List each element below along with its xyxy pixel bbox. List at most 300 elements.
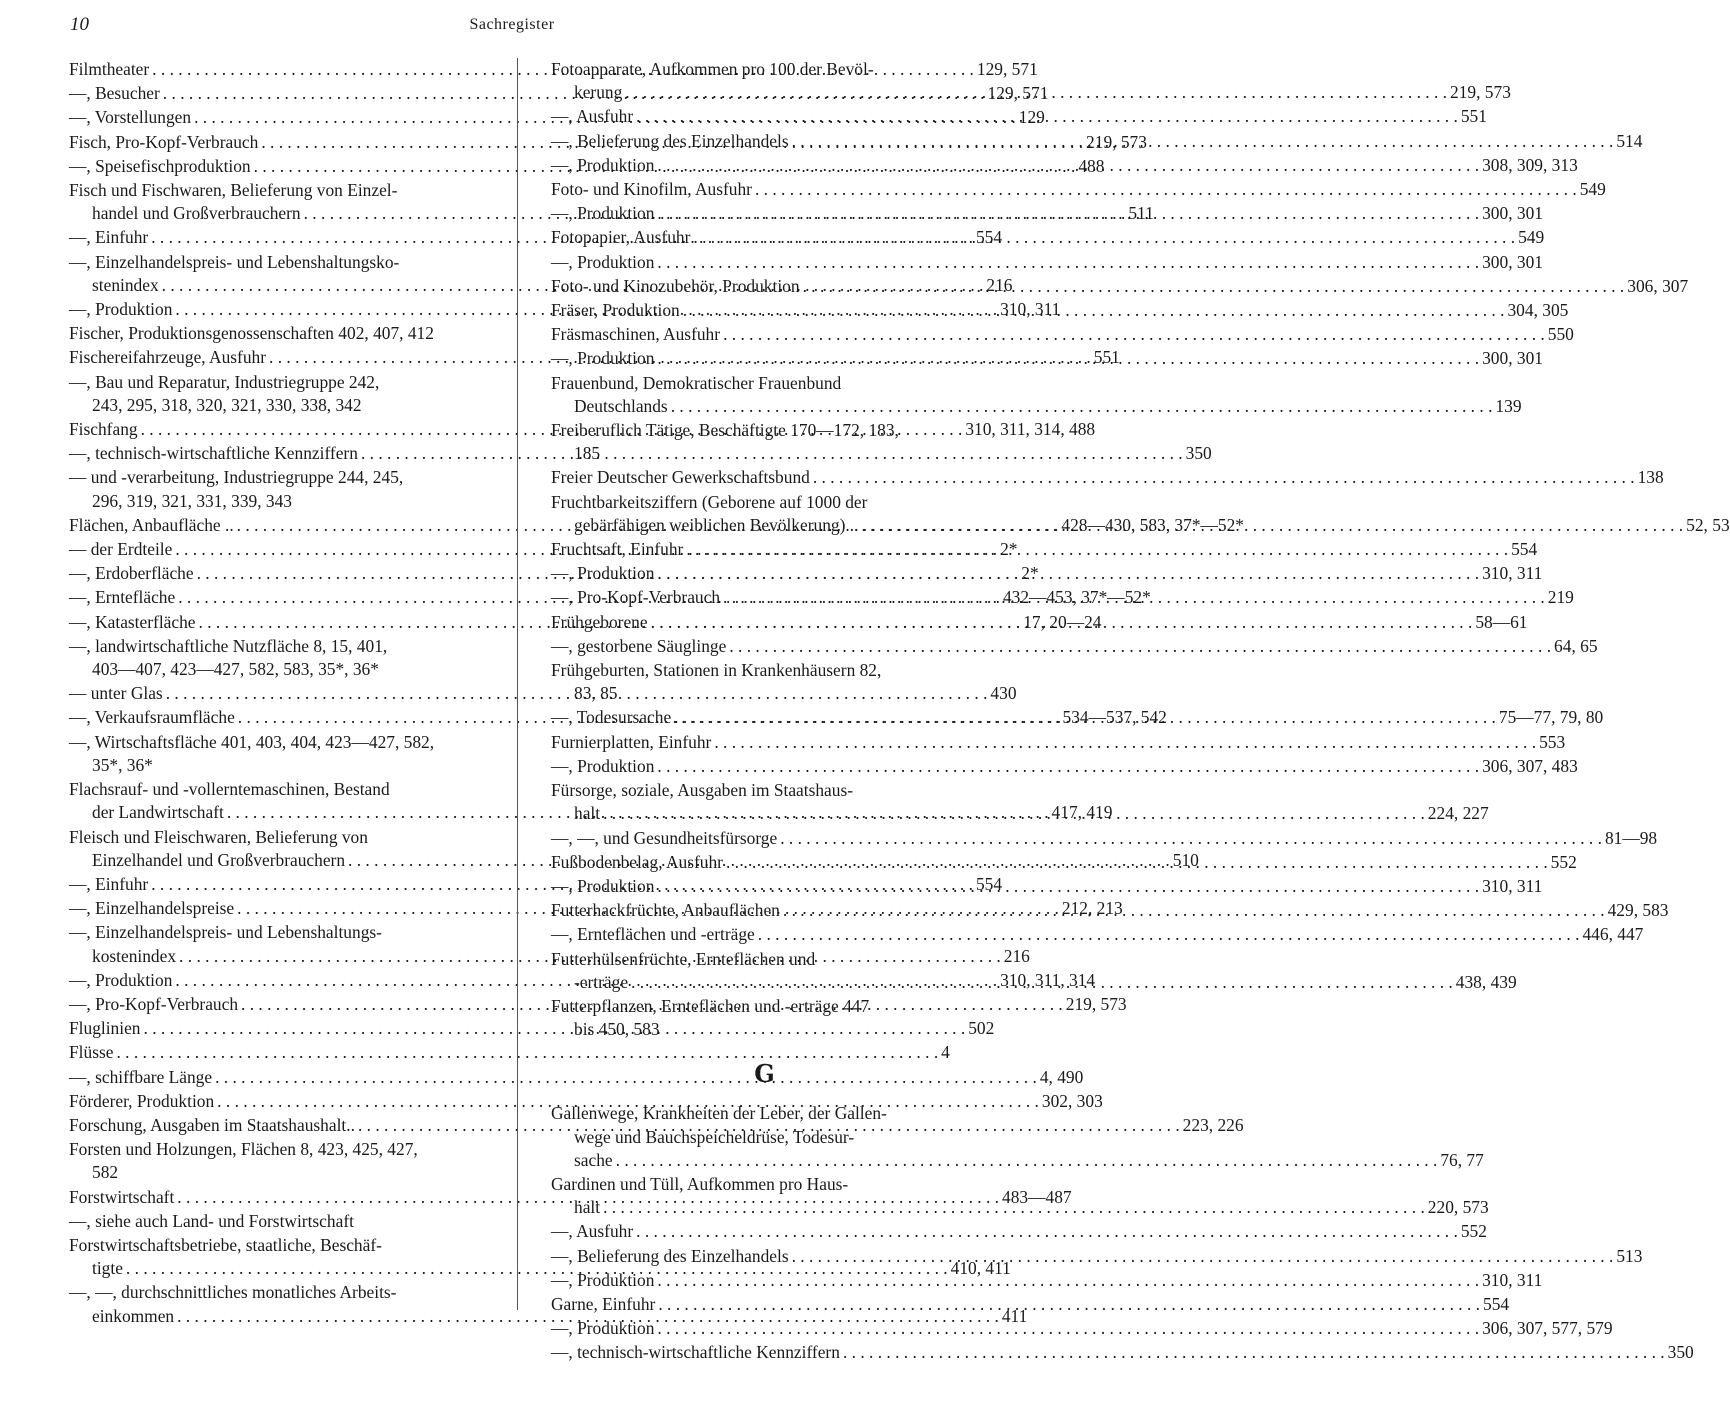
entry-term: Fisch und Fischwaren, Belieferung von Einzel- — [69, 180, 398, 201]
page-reference: 302, 303 — [1041, 1090, 1103, 1111]
page-reference: 219, 573 — [1086, 131, 1147, 152]
page-reference: 417, 419 — [1051, 802, 1113, 823]
entry-term: Fotoapparate, Aufkommen pro 100 der Bevöl- — [551, 59, 874, 79]
dot-leader — [625, 81, 1447, 104]
entry-term: Frauenbund, Demokratischer Frauenbund — [551, 372, 842, 393]
page-reference: 310, 311, 314 — [1000, 969, 1096, 990]
entry-term: —, Besucher — [69, 83, 160, 104]
entry-term: —, Ausfuhr — [551, 106, 634, 127]
page-reference: 510 — [1172, 849, 1199, 870]
entry-line — [551, 1317, 1613, 1340]
entry-term: —, Produktion — [551, 1269, 655, 1290]
entry-term: —, Produktion — [69, 299, 173, 320]
entry-line — [551, 251, 1543, 274]
page-reference: 52, 53 — [1686, 514, 1730, 535]
page-reference: 429, 583 — [1607, 900, 1669, 921]
entry-line — [551, 635, 1598, 658]
page-reference: 216 — [986, 274, 1013, 295]
page-reference: 410, 411 — [950, 1258, 1011, 1279]
dot-leader — [813, 466, 1635, 489]
page-reference: 552 — [1460, 1221, 1487, 1242]
entry-continuation — [69, 1161, 494, 1184]
dot-leader — [657, 154, 1479, 177]
entry-continuation — [551, 1149, 1484, 1172]
entry-term: Fräsmaschinen, Ausfuhr — [551, 324, 721, 345]
entry-line — [69, 251, 494, 274]
entry-continuation — [551, 1126, 978, 1149]
entry-continuation — [69, 490, 494, 513]
entry-continuation — [551, 682, 978, 705]
page-reference: 553 — [1539, 731, 1566, 752]
page-reference: 534—537, 542 — [1062, 707, 1167, 728]
entry-term: —, Ernteflächen und -erträge — [551, 924, 755, 945]
entry-continuation-text: kostenindex — [92, 945, 177, 966]
dot-leader — [658, 1293, 1480, 1316]
entry-line — [551, 827, 1658, 850]
index-entry — [69, 731, 494, 777]
dot-leader — [783, 899, 1605, 922]
entry-line — [69, 778, 494, 801]
page-reference: 554 — [1483, 1293, 1510, 1314]
entry-continuation-text: Einzelhandel und Großverbrauchern — [92, 849, 346, 870]
entry-line — [551, 731, 1566, 754]
page-reference: 129 — [1018, 107, 1045, 128]
entry-line — [69, 371, 494, 394]
index-entry — [551, 755, 1578, 778]
entry-line — [69, 322, 494, 345]
index-entry — [551, 538, 1538, 561]
entry-term: Foto- und Kinozubehör, Produktion — [551, 275, 800, 296]
dot-leader — [657, 347, 1479, 370]
entry-term: Forstwirtschaftsbetriebe, staatliche, Beschäf- — [69, 1234, 382, 1255]
entry-continuation-text: der Landwirtschaft — [92, 802, 224, 823]
entry-term: —, Todesursache — [551, 707, 672, 728]
page-reference: 219, 573 — [1450, 82, 1511, 103]
entry-term: —, schiffbare Länge — [69, 1066, 213, 1087]
page-reference: 446, 447 — [1582, 924, 1644, 945]
page-reference: 502 — [968, 1018, 995, 1039]
entry-line — [551, 1173, 978, 1196]
entry-term: Förderer, Produktion — [69, 1090, 215, 1111]
entry-term: —, Produktion — [69, 969, 173, 990]
dot-leader — [657, 202, 1479, 225]
index-entry — [551, 659, 978, 705]
entry-line — [551, 491, 978, 514]
entry-line — [69, 466, 494, 489]
page-reference: 223, 226 — [1182, 1114, 1244, 1135]
entry-line — [551, 995, 978, 1018]
entry-term: —, Katasterfläche — [69, 611, 196, 632]
page-reference: 549 — [1579, 179, 1606, 200]
page-reference: 552 — [1550, 851, 1577, 872]
index-entry — [551, 466, 1664, 489]
page-reference: 300, 301 — [1482, 203, 1543, 224]
dot-leader — [657, 875, 1479, 898]
entry-term: —, Produktion — [551, 251, 655, 272]
dot-leader — [686, 538, 1508, 561]
entry-line — [551, 755, 1578, 778]
entry-line — [551, 562, 1543, 585]
index-entry — [69, 1210, 494, 1233]
index-entry — [551, 323, 1574, 346]
page-reference: 17, 20—24 — [1023, 611, 1102, 632]
entry-continuation-text: Deutschlands — [574, 395, 668, 416]
entry-term: Fußbodenbelag, Ausfuhr — [551, 851, 723, 872]
index-entry — [551, 731, 1566, 754]
page-reference: 4 — [941, 1042, 950, 1063]
page-reference: 219, 573 — [1065, 993, 1127, 1014]
entry-continuation-text: 35*, 36* — [92, 754, 153, 775]
entry-term: —, —, durchschnittliches monatliches Arbeits- — [69, 1282, 397, 1303]
entry-continuation-text: bis 450, 583 — [574, 1019, 660, 1040]
index-entry — [551, 419, 978, 465]
index-entry — [551, 1245, 1643, 1268]
page-reference: 430 — [990, 683, 1017, 704]
entry-continuation-text: kerung — [574, 82, 623, 103]
dot-leader — [616, 1149, 1438, 1172]
page-reference: 129, 571 — [976, 59, 1038, 79]
entry-line — [551, 178, 1606, 201]
entry-continuation-text: sache — [574, 1149, 613, 1170]
entry-term: —, technisch-wirtschaftliche Kennziffern — [69, 443, 358, 464]
entry-term: —, Produktion — [551, 348, 655, 369]
entry-continuation-text: 403—407, 423—427, 582, 583, 35*, 36* — [92, 659, 379, 680]
entry-line — [551, 1220, 1487, 1243]
dot-leader — [631, 971, 1453, 994]
page-reference: 310, 311 — [1000, 299, 1061, 320]
page-reference: 550 — [1547, 324, 1574, 345]
entry-continuation-text: tigte — [92, 1258, 123, 1279]
page-reference: 2* — [1000, 539, 1018, 560]
page-reference: 551 — [1460, 106, 1487, 127]
entry-line — [551, 948, 978, 971]
page-reference: 2* — [1021, 563, 1039, 584]
running-head: Sachregister — [469, 16, 555, 33]
dot-leader — [755, 178, 1577, 201]
column-divider — [517, 58, 518, 1310]
page-reference: 554 — [975, 227, 1003, 248]
page-reference: 310, 311, 314, 488 — [965, 419, 1096, 440]
entry-term: —, Bau und Reparatur, Industriegruppe 242, — [69, 371, 380, 392]
page-number: 10 — [70, 14, 89, 35]
entry-term: Fischer, Produktionsgenossenschaften 402, 407, 412 — [69, 323, 434, 344]
entry-term: Frühgeburten, Stationen in Krankenhäusern 82, — [551, 660, 882, 681]
entry-term: Fruchtsaft, Einfuhr — [551, 539, 684, 560]
entry-continuation — [551, 395, 1522, 418]
dot-leader — [657, 755, 1479, 778]
entry-term: Fisch, Pro-Kopf-Verbrauch — [69, 131, 259, 152]
page-reference: 75—77, 79, 80 — [1498, 707, 1604, 728]
entry-term: Futterhülsenfrüchte, Ernteflächen und — [551, 948, 816, 969]
entry-continuation — [69, 754, 494, 777]
index-entry — [551, 923, 1644, 946]
index-entry — [551, 178, 1606, 201]
entry-continuation — [551, 1018, 978, 1041]
page-reference: 350 — [1185, 443, 1212, 464]
dot-leader — [657, 1317, 1479, 1340]
entry-line — [551, 323, 1574, 346]
entry-term: —, Produktion — [551, 1318, 655, 1339]
page-reference: 212, 213 — [1061, 898, 1123, 919]
dot-leader — [792, 130, 1614, 153]
page-reference: 513 — [1616, 1245, 1643, 1266]
entry-continuation-text: -erträge — [574, 971, 629, 992]
entry-term: Forstwirtschaft — [69, 1186, 175, 1207]
entry-line — [69, 1066, 1084, 1089]
page-reference: 306, 307, 483 — [1482, 755, 1578, 776]
page-reference: 138 — [1637, 467, 1664, 488]
entry-term: —, Einzelhandelspreis- und Lebenshaltungs- — [69, 922, 382, 943]
index-entry — [551, 562, 1543, 585]
entry-continuation-text: handel und Großverbrauchern — [92, 203, 301, 224]
entry-term: Furnierplatten, Einfuhr — [551, 731, 712, 752]
entry-line — [551, 659, 978, 682]
entry-line — [69, 826, 494, 849]
entry-continuation — [69, 1305, 1028, 1328]
index-entry — [551, 1341, 1694, 1364]
page-reference: 306, 307 — [1627, 275, 1689, 296]
entry-term: Forschung, Ausgaben im Staatshaushalt.. — [69, 1114, 355, 1135]
entry-continuation-text: einkommen — [92, 1305, 175, 1326]
dot-leader — [671, 395, 1493, 418]
index-entry — [69, 371, 494, 417]
page-reference: 81—98 — [1604, 827, 1658, 848]
entry-continuation-text: 243, 295, 318, 320, 321, 330, 338, 342 — [92, 394, 362, 415]
entry-term: —, —, und Gesundheitsfürsorge — [551, 827, 778, 848]
entry-term: Fleisch und Fleischwaren, Belieferung von — [69, 826, 368, 847]
entry-line — [69, 1090, 1103, 1113]
page-reference: 554 — [1511, 539, 1538, 560]
dot-leader — [723, 586, 1545, 609]
dot-leader — [803, 275, 1625, 298]
entry-line — [69, 1210, 494, 1233]
entry-term: — der Erdteile — [69, 539, 173, 560]
entry-term: —, Erntefläche — [69, 587, 176, 608]
page-reference: 310, 311 — [1482, 563, 1543, 584]
page-reference: 511 — [1128, 203, 1154, 224]
index-entry — [69, 1041, 950, 1064]
dot-leader — [723, 323, 1545, 346]
entry-line — [551, 372, 978, 395]
entry-line — [69, 1281, 494, 1304]
dot-leader — [683, 299, 1505, 322]
entry-term: Fotopapier, Ausfuhr — [551, 227, 691, 248]
section-letter: G — [754, 1059, 775, 1089]
dot-leader — [657, 562, 1479, 585]
entry-line — [551, 1102, 978, 1125]
page-reference: 310, 311 — [1482, 1269, 1543, 1290]
entry-term: —, Produktion — [551, 203, 655, 224]
dot-leader — [657, 251, 1479, 274]
entry-term: Filmtheater — [69, 59, 150, 79]
index-entry — [551, 1317, 1613, 1340]
index-entry — [69, 635, 494, 681]
entry-line — [69, 1041, 950, 1064]
index-entry — [551, 1220, 1487, 1243]
entry-term: —, Erdoberfläche — [69, 563, 194, 584]
dot-leader — [693, 226, 1515, 249]
entry-term: —, Vorstellungen — [69, 107, 192, 128]
entry-continuation-text: 582 — [92, 1162, 119, 1183]
dot-leader — [714, 731, 1536, 754]
page-reference: 4, 490 — [1039, 1066, 1084, 1087]
entry-term: Freier Deutscher Gewerkschaftsbund — [551, 467, 810, 488]
dot-leader — [729, 635, 1551, 658]
page-reference: 76, 77 — [1440, 1149, 1484, 1170]
entry-term: Gardinen und Tüll, Aufkommen pro Haus- — [551, 1173, 849, 1194]
index-entry — [69, 1138, 494, 1184]
entry-term: —, landwirtschaftliche Nutzfläche 8, 15, 401, — [69, 635, 388, 656]
entry-continuation-text: wege und Bauchspeicheldrüse, Todesur- — [574, 1126, 855, 1147]
dot-leader — [792, 1245, 1614, 1268]
entry-term: —, Einfuhr — [69, 227, 149, 248]
entry-term: — und -verarbeitung, Industriegruppe 244, 245, — [69, 467, 404, 488]
page-reference: 551 — [1093, 347, 1120, 368]
entry-term: Futterhackfrüchte, Anbauflächen — [551, 900, 780, 921]
page-reference: 308, 309, 313 — [1482, 154, 1578, 175]
page-reference: 216 — [1003, 945, 1030, 966]
entry-line — [69, 635, 494, 658]
page-reference: 58—61 — [1475, 611, 1528, 632]
entry-term: —, Produktion — [551, 154, 655, 175]
entry-term: Futterpflanzen, Ernteflächen und -erträge 447 — [551, 995, 870, 1016]
page-reference: 304, 305 — [1507, 300, 1569, 321]
page-reference: 488 — [1078, 155, 1105, 176]
entry-line — [551, 538, 1538, 561]
entry-term: —, siehe auch Land- und Forstwirtschaft — [69, 1210, 354, 1231]
dot-leader — [726, 851, 1548, 874]
entry-term: —, technisch-wirtschaftliche Kennziffern — [551, 1342, 840, 1363]
page-reference: 300, 301 — [1482, 251, 1543, 272]
entry-term: —, Produktion — [551, 755, 655, 776]
dot-leader — [657, 1269, 1479, 1292]
entry-term: —, gestorbene Säuglinge — [551, 635, 727, 656]
dot-leader — [674, 706, 1496, 729]
entry-continuation-text: 185 — [574, 443, 601, 464]
entry-term: —, Ausfuhr — [551, 1221, 634, 1242]
entry-term: Fräser, Produktion — [551, 300, 680, 321]
dot-leader — [861, 514, 1683, 537]
entry-term: —, Speisefischproduktion — [69, 155, 251, 176]
page-reference: 554 — [975, 873, 1003, 894]
entry-line — [69, 155, 1105, 178]
index-entry — [551, 995, 978, 1041]
page-reference: 224, 227 — [1427, 803, 1489, 824]
entry-term: —, Produktion — [551, 563, 655, 584]
entry-term: Frühgeborene — [551, 611, 648, 632]
entry-continuation — [551, 442, 978, 465]
entry-line — [551, 1245, 1643, 1268]
entry-continuation-text: 83, 85 — [574, 683, 618, 704]
dot-leader — [843, 1341, 1665, 1364]
page-reference: 428—430, 583, 37*—52* — [1061, 514, 1244, 535]
entry-line — [551, 58, 978, 81]
entry-term: Flächen, Anbaufläche .. — [69, 514, 234, 535]
index-entry — [551, 635, 1598, 658]
entry-term: Flüsse — [69, 1042, 114, 1063]
entry-term: Foto- und Kinofilm, Ausfuhr — [551, 179, 752, 200]
entry-line — [69, 921, 494, 944]
page-reference: 220, 573 — [1427, 1197, 1489, 1218]
page-reference: 139 — [1495, 395, 1522, 416]
entry-line — [69, 1234, 494, 1257]
entry-term: Fischereifahrzeuge, Ausfuhr — [69, 347, 267, 368]
index-entry — [69, 322, 494, 345]
entry-term: Fischfang — [69, 419, 138, 440]
dot-leader — [603, 1196, 1425, 1219]
entry-term: —, Verkaufsraumfläche — [69, 707, 235, 728]
entry-line — [551, 779, 978, 802]
entry-continuation-text: stenindex — [92, 274, 159, 295]
dot-leader — [636, 105, 1458, 128]
entry-line — [69, 1138, 494, 1161]
index-entry — [551, 1269, 1543, 1292]
page-reference: 514 — [1616, 130, 1643, 151]
index-entry — [551, 251, 1543, 274]
entry-continuation-text: 296, 319, 321, 331, 339, 343 — [92, 490, 292, 511]
entry-continuation-text: halt — [574, 803, 601, 824]
entry-line — [551, 1269, 1543, 1292]
entry-continuation — [69, 658, 494, 681]
page-reference: 219 — [1547, 587, 1574, 608]
entry-line — [69, 179, 494, 202]
index-entry — [69, 155, 1105, 178]
entry-line — [551, 923, 1644, 946]
page-reference: 64, 65 — [1554, 635, 1598, 656]
entry-line — [551, 1341, 1694, 1364]
entry-term: Flachsrauf- und -vollerntemaschinen, Bestand — [69, 779, 390, 800]
entry-line — [551, 419, 978, 442]
page-reference: 129, 571 — [987, 83, 1049, 104]
entry-term: —, Wirtschaftsfläche 401, 403, 404, 423—427, 582, — [69, 731, 435, 752]
entry-term: —, Pro-Kopf-Verbrauch — [69, 993, 239, 1014]
entry-term: Freiberuflich Tätige, Beschäftigte 170—172, 183, — [551, 420, 899, 441]
page-reference: 549 — [1518, 227, 1545, 248]
index-entry — [551, 372, 1522, 418]
entry-line — [69, 731, 494, 754]
entry-line — [551, 466, 1664, 489]
entry-term: Gallenwege, Krankheiten der Leber, der Gallen- — [551, 1103, 887, 1124]
dot-leader — [636, 1220, 1458, 1243]
page-reference: 411 — [1001, 1305, 1028, 1326]
page-reference: 350 — [1667, 1342, 1694, 1363]
entry-term: —, Einfuhr — [69, 873, 149, 894]
entry-continuation — [69, 394, 494, 417]
dot-leader — [651, 611, 1473, 634]
page-reference: 483—487 — [1002, 1186, 1072, 1207]
entry-continuation-text: gebärfähigen weiblichen Bevölkerung) .. — [574, 514, 859, 535]
dot-leader — [780, 827, 1602, 850]
dot-leader — [758, 923, 1580, 946]
page-reference: 306, 307, 577, 579 — [1482, 1318, 1613, 1339]
page-reference: 438, 439 — [1455, 971, 1517, 992]
dot-leader — [603, 802, 1425, 825]
index-entry — [69, 1090, 1103, 1113]
entry-term: —, Pro-Kopf-Verbrauch — [551, 587, 721, 608]
entry-term: —, Produktion — [551, 875, 655, 896]
entry-term: —, Belieferung des Einzelhandels — [551, 130, 789, 151]
index-entry — [69, 1066, 1084, 1089]
page-reference: 310, 311 — [1482, 875, 1543, 896]
entry-term: —, Belieferung des Einzelhandels — [551, 1245, 789, 1266]
entry-continuation-text: halt — [574, 1197, 601, 1218]
entry-term: Fruchtbarkeitsziffern (Geborene auf 1000 der — [551, 491, 868, 512]
entry-term: — unter Glas — [69, 683, 163, 704]
page-reference: 300, 301 — [1482, 348, 1543, 369]
entry-term: —, Einzelhandelspreise — [69, 898, 235, 919]
index-entry — [551, 827, 1658, 850]
entry-term: Forsten und Holzungen, Flächen 8, 423, 425, 427, — [69, 1139, 418, 1160]
